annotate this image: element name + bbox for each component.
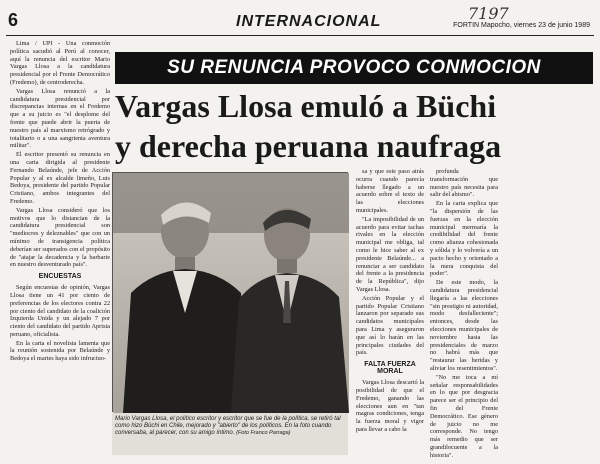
- photo-caption: [112, 413, 348, 455]
- paragraph: Según encuestas de opinión, Vargas Llosa tiene un 41 por ciento de preferencias de los electores contra 22 por ciento del candidato de la coalición Izquierda Unida y un alejado 7 por ciento del candidato del partido Aprista peruano, oficialista.: [10, 284, 110, 338]
- photo-credit: (Foto Franco Parraga): [236, 430, 291, 436]
- paragraph: Vargas Llosa consideró que los motivos que lo distancian de la candidatura presidencial son "mediocres y deleznables" que con un mínimo de transigencia política deberían ser superados con el propósito de "atajar la decadencia y la barbarie en nuestro desventurado país".: [10, 206, 110, 269]
- handwritten-note: 7197: [468, 4, 509, 23]
- subhead-falta-fuerza: [356, 361, 424, 375]
- subhead-line: FALTA FUERZA: [364, 361, 416, 369]
- header-rule: [6, 35, 594, 36]
- paragraph: "No me toca a mí señalar responsabilidades en lo que por desgracia parece ser el principio del fin del Frente Democrático. Ese género de juicio no me corresponde. No tengo más remedio que ser grandilocuente a la historia".: [430, 373, 498, 459]
- photo-illustration: [113, 173, 349, 413]
- paragraph: Acción Popular y el partido Popular Cristiano lanzaron por separado sus candidatos municipales para Lima y aseguraron que así lo harán en las principales ciudades del país.: [356, 294, 424, 357]
- paragraph: Vargas Llosa descartó la posibilidad de que el Fredemo, ganando las elecciones aun en "tan magras condiciones, tenga la fuerza moral y vigor para llevar a cabo la: [356, 379, 424, 433]
- subhead-encuestas: ENCUESTAS: [38, 273, 82, 281]
- paragraph: De este modo, la candidatura presidencial llegaría a las elecciones "sin prestigio ni autoridad, modo desfalleciente"; entonces, desde las elecciones municipales de noviembre hasta las presidenciales de marzo no habrá más que "restaurar las heridas y aliviar los resentimientos".: [430, 279, 498, 372]
- paragraph: En la carta explica que "la dispersión de las fuerzas en la elección municipal mermaría la credibilidad del frente como alianza cohesionada y sólida y lo volvería a un pacto hecho y orientado a la mera conquista del poder".: [430, 200, 498, 278]
- section-title: INTERNACIONAL: [236, 13, 382, 30]
- main-headline: [115, 86, 595, 166]
- paragraph: Vargas Llosa renunció a la candidatura presidencial por discrepancias internas en el Fredemo que a su juicio es "el desplome del frente que puede abrir la puerta de nuestro país al marxismo retrógrado y totalitario o a una sangrienta aventura militar".: [10, 87, 110, 150]
- headline-line-1: Vargas Llosa emuló a Büchi: [115, 88, 497, 124]
- paragraph: En la carta el novelista lamenta que la reunión sostenida por Belaúnde y Bedoya el martes haya sido infructuo-: [10, 339, 110, 363]
- caption-text: Mario Vargas Llosa, el político escritor y escritor que se fue de la política, se retiró tal como hizo Büchi en Chile, mejorado y "abierto" de los políticos. En la foto cuando conversaba, al parecer, con su amigo íntimo.: [115, 416, 341, 436]
- paragraph: sa y que este paso atrás ocurra cuando parecía haberse llegado a un acuerdo sobre el texto de las elecciones municipales.: [356, 168, 424, 214]
- article-column-4: [430, 168, 498, 459]
- paragraph: Lima / UPI - Una conmoción política sacudió al Perú al conocer, aquí la renuncia del escritor Mario Vargas Llosa a la candidatura presidencial por el Frente Democrático (Fredemo), de centroderecha.: [10, 40, 110, 86]
- paragraph: "La imposibilidad de un acuerdo para evitar tachas rivales en la elección municipal me obliga, tal como le hice saber al ex presidente Belaúnde... a renunciar a ser candidato del frente a la presidencia de la República", dijo Vargas Llosa.: [356, 215, 424, 293]
- dateline: FORTIN Mapocho, viernes 23 de junio 1989: [453, 22, 590, 29]
- article-column-3: [356, 168, 424, 433]
- news-photo: [112, 172, 348, 412]
- headline-line-2: y derecha peruana naufraga: [115, 128, 502, 164]
- article-column-1: [10, 40, 110, 460]
- page-number: 6: [8, 10, 19, 30]
- paragraph: profunda transformación que nuestro país necesita para salir del abismo".: [430, 168, 498, 199]
- banner-headline: SU RENUNCIA PROVOCO CONMOCION: [115, 52, 593, 84]
- paragraph: El escritor presentó su renuncia en una carta dirigida al presidente Fernando Belaúnde, jefe de Acción Popular y al ex alcalde limeño, Luis Bedoya, presidente del partido Popular Cristiano, ambos integrantes del Fredemo.: [10, 151, 110, 205]
- subhead-line: MORAL: [377, 368, 403, 376]
